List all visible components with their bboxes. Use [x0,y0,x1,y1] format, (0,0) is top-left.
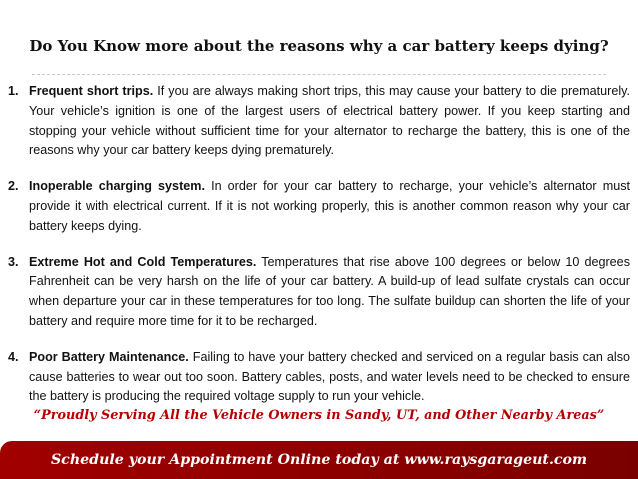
service-area-tagline: “Proudly Serving All the Vehicle Owners in Sandy, UT, and Other Nearby Areas” [33,408,605,423]
list-item-body: If you are always making short trips, this may cause your battery to die prematurely. Your vehicle’s ignition is one of the largest users of electrical battery power. If you keep starting and stopping your vehicle without sufficient time for your alternator to recharge the battery, this is one of the reasons why your car battery keeps dying prematurely. [29,84,630,158]
list-item-number: 1. [8,84,19,98]
list-item-number: 2. [8,179,19,194]
list-item-number: 4. [8,349,19,364]
list-item [0,253,638,332]
list-item-heading: Frequent short trips. [29,84,154,98]
list-item [0,348,638,407]
appointment-banner-text: Schedule your Appointment Online today at www.raysgarageut.com [50,452,588,468]
list-item-number: 3. [8,254,19,269]
list-item-heading: Extreme Hot and Cold Temperatures. [29,254,257,269]
list-item-heading: Inoperable charging system. [29,179,205,194]
list-item-body: In order for your car battery to recharge, your vehicle’s alternator must provide it with electrical current. If it is not working properly, this is another common reason why your car battery keeps dying. [29,179,630,233]
reasons-list [0,82,638,423]
list-item-body: Failing to have your battery checked and serviced on a regular basis can also cause batteries to wear out too soon. Battery cables, posts, and water levels need to be checked to ensure the battery is producing the required voltage supply to run your vehicle. [29,349,631,404]
list-item-body: Temperatures that rise above 100 degrees or below 10 degrees Fahrenheit can be very harsh on the life of your car battery. A build-up of lead sulfate crystals can occur when departure your car in these temperatures for too long. The sulfate buildup can shorten the life of your battery and require more time for it to be recharged. [29,254,630,328]
page-title: Do You Know more about the reasons why a car battery keeps dying? [29,37,609,55]
title-divider [32,74,606,75]
list-item-heading: Poor Battery Maintenance. [29,349,189,364]
list-item [0,82,638,161]
appointment-banner [0,441,638,479]
list-item [0,177,638,236]
